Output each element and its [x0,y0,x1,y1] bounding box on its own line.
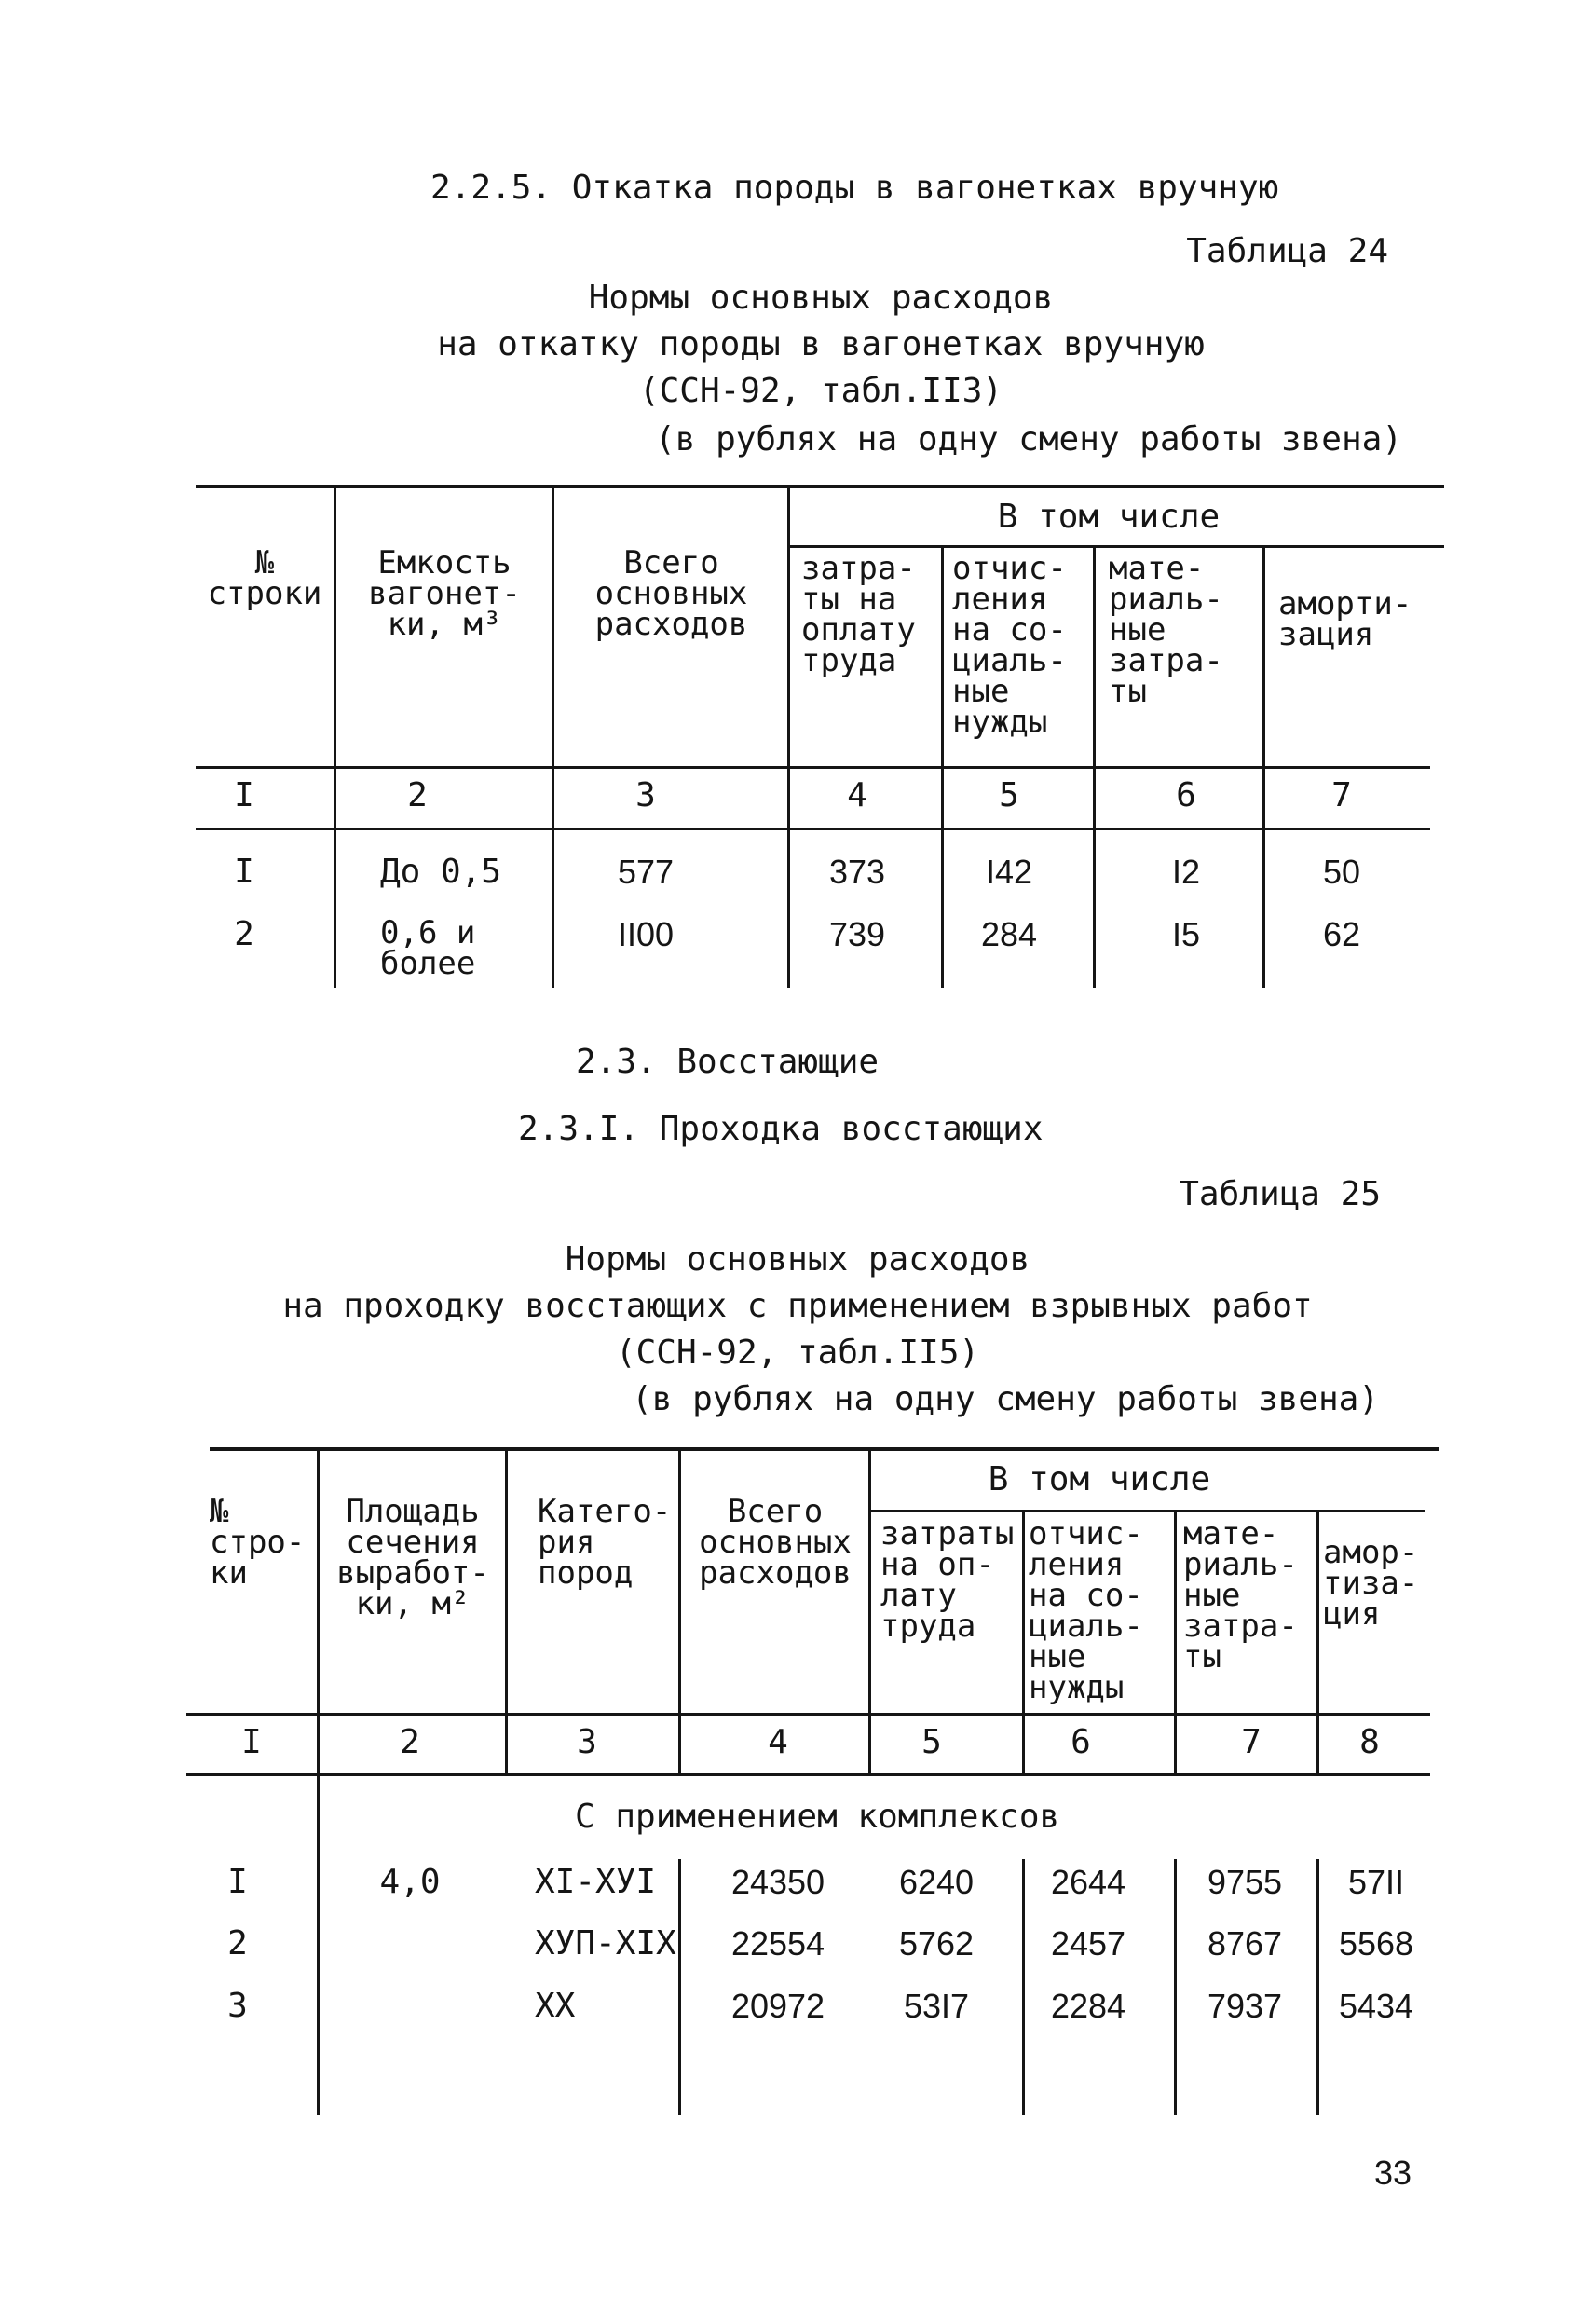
row-number: 3 [227,1987,248,2025]
total-costs: 24350 [730,1863,825,1901]
depreciation: 62 [1322,915,1361,953]
depreciation: 50 [1322,853,1361,891]
table-rule [787,486,790,988]
table-rule [1262,547,1265,988]
column-header: Емкость вагонет- ки, м³ [368,544,521,643]
table-rule [186,1773,1430,1776]
rock-category: XI-XУI [535,1863,657,1901]
rock-category: XX [535,1987,576,2025]
total-costs: 577 [617,853,675,891]
table-source: (ССН-92, табл.II3) [638,372,1003,410]
table-rule [1022,1512,1025,1773]
column-number: 5 [921,1723,942,1761]
table-number: Таблица 25 [1179,1175,1381,1213]
table-title-line2: на проходку восстающих с применением взрывных работ [282,1287,1313,1325]
table-source: (ССН-92, табл.II5) [615,1334,980,1372]
wagon-capacity: 0,6 и более [380,914,476,982]
table-units: (в рублях на одну смену работы звена) [655,420,1402,458]
labor-costs: 373 [828,853,886,891]
section-heading: 2.2.5. Откатка породы в вагонетках вручную [430,169,1279,207]
column-number: 4 [847,776,867,814]
table-rule [552,486,554,988]
column-number: 3 [577,1723,597,1761]
social-deductions: 2284 [1050,1987,1126,2025]
column-number: 2 [400,1723,420,1761]
column-header: амор- тиза- ция [1323,1534,1419,1633]
depreciation: 5568 [1338,1924,1414,1963]
table-rule [787,545,1444,548]
column-header: Катего- рия пород [538,1493,672,1592]
table-rule [196,828,1430,830]
subsection-heading: 2.3.I. Проходка восстающих [518,1110,1044,1148]
table-group-header: В том числе [988,1460,1211,1498]
wagon-capacity: До 0,5 [380,853,502,891]
labor-costs: 53I7 [903,1987,970,2025]
column-number: I [241,1723,262,1761]
column-header: мате- риаль- ные затра- ты [1109,550,1223,710]
table-units: (в рублях на одну смену работы звена) [632,1380,1379,1418]
column-header: мате- риаль- ные затра- ты [1183,1515,1298,1676]
social-deductions: 284 [980,915,1038,953]
column-header: Всего основных расходов [699,1493,852,1592]
table-rule [1093,547,1096,988]
section-area: 4,0 [379,1863,441,1901]
table-rule [196,766,1430,769]
table-rule [678,1859,681,2115]
table-rule [1174,1859,1177,2115]
total-costs: II00 [617,915,675,953]
table-subsection: С применением комплексов [575,1798,1060,1836]
table-rule [678,1449,681,1775]
column-header: отчис- ления на со- циаль- ные нужды [952,550,1067,741]
column-header: аморти- зация [1278,585,1412,653]
total-costs: 22554 [730,1924,825,1963]
social-deductions: I42 [985,853,1033,891]
total-costs: 20972 [730,1987,825,2025]
table-rule [941,547,944,988]
table-rule [317,1449,320,1773]
column-header: № строки [207,544,322,612]
table-rule [868,1510,1425,1512]
material-costs: 8767 [1207,1924,1283,1963]
row-number: 2 [227,1924,248,1963]
column-number: 2 [407,776,428,814]
labor-costs: 5762 [898,1924,975,1963]
table-title-line1: Нормы основных расходов [565,1240,1030,1279]
column-number: 7 [1331,776,1352,814]
column-header: отчис- ления на со- циаль- ные нужды [1029,1515,1143,1706]
social-deductions: 2644 [1050,1863,1126,1901]
column-header: затраты на оп- лату труда [880,1515,1015,1645]
column-number: 8 [1359,1723,1380,1761]
column-header: затра- ты на оплату труда [801,550,916,679]
table-rule [505,1449,508,1773]
row-number: 2 [234,915,254,953]
row-number: I [234,853,254,891]
column-number: 7 [1241,1723,1262,1761]
column-number: 4 [768,1723,788,1761]
table-rule [317,1775,320,2115]
depreciation: 5434 [1338,1987,1414,2025]
social-deductions: 2457 [1050,1924,1126,1963]
table-group-header: В том числе [997,498,1221,536]
rock-category: XУП-XIX [535,1924,676,1963]
material-costs: I5 [1171,915,1201,953]
table-rule [868,1449,871,1773]
labor-costs: 6240 [898,1863,975,1901]
table-rule [196,485,1444,488]
table-rule [1022,1859,1025,2115]
column-number: 6 [1176,776,1196,814]
column-header: Площадь сечения выработ- ки, м² [336,1493,489,1622]
table-number: Таблица 24 [1186,232,1388,270]
table-rule [334,486,336,988]
column-number: 6 [1071,1723,1091,1761]
page-number: 33 [1373,2154,1412,2192]
table-title-line1: Нормы основных расходов [588,279,1054,317]
column-number: I [234,776,254,814]
table-rule [1174,1512,1177,1773]
table-rule [1316,1859,1319,2115]
column-header: № стро- ки [210,1493,306,1592]
table-rule [210,1447,1439,1451]
material-costs: I2 [1171,853,1201,891]
section-heading: 2.3. Восстающие [576,1043,880,1081]
column-number: 3 [635,776,656,814]
column-header: Всего основных расходов [594,544,748,643]
table-rule [1316,1512,1319,1773]
depreciation: 57II [1347,1863,1405,1901]
table-rule [186,1713,1430,1716]
table-title-line2: на откатку породы в вагонетках вручную [437,325,1205,363]
material-costs: 7937 [1207,1987,1283,2025]
row-number: I [227,1863,248,1901]
column-number: 5 [999,776,1019,814]
material-costs: 9755 [1207,1863,1283,1901]
labor-costs: 739 [828,915,886,953]
